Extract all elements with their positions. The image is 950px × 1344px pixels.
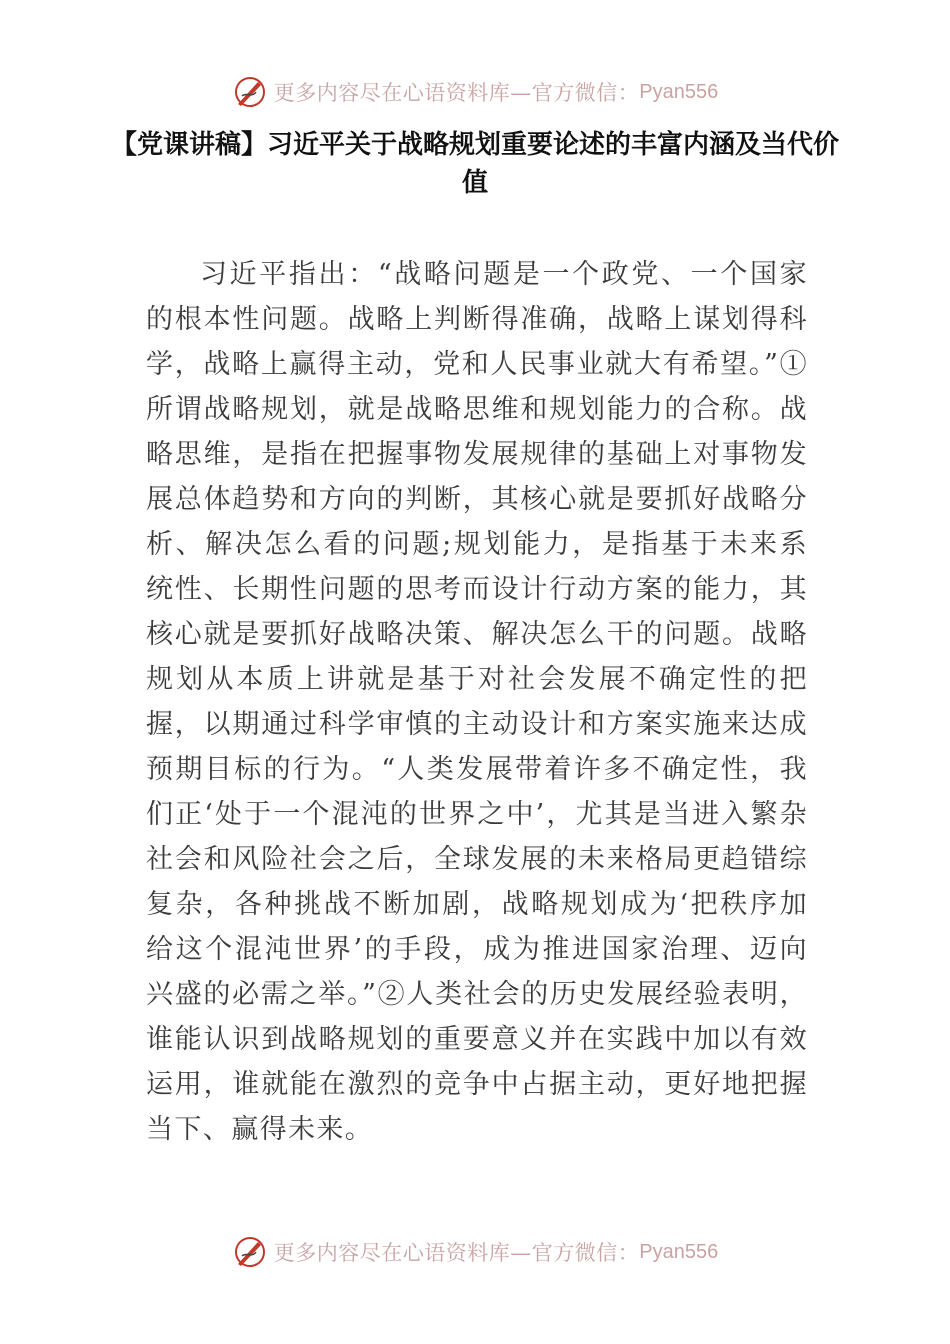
footer-banner-id: Pyan556 bbox=[639, 1240, 719, 1263]
document-title: 【党课讲稿】习近平关于战略规划重要论述的丰富内涵及当代价值 bbox=[110, 130, 839, 198]
body-paragraph: 习近平指出：“战略问题是一个政党、一个国家的根本性问题。战略上判断得准确，战略上谋划得科学，战略上赢得主动，党和人民事业就大有希望。”①所谓战略规划，就是战略思维和规划能力的合称。战略思维，是指在把握事物发展规律的基础上对事物发展总体趋势和方向的判断，其核心就是要抓好战略分析、解决怎么看的问题;规划能力，是指基于未来系统性、长期性问题的思考而设计行动方案的能力，其核心就是要抓好战略决策、解决怎么干的问题。战略规划从本质上讲就是基于对社会发展不确定性的把握，以期通过科学审慎的主动设计和方案实施来达成预期目标的行为。“人类发展带着许多不确定性，我们正‘处于一个混沌的世界之中’，尤其是当进入繁杂社会和风险社会之后，全球发展的未来格局更趋错综复杂，各种挑战不断加剧，战略规划成为‘把秩序加给这个混沌世界’的手段，成为推进国家治理、迈向兴盛的必需之举。”②人类社会的历史发展经验表明，谁能认识到战略规划的重要意义并在实践中加以有效运用，谁就能在激烈的竞争中占据主动，更好地把握当下、赢得未来。 bbox=[146, 259, 808, 1145]
pen-logo-icon bbox=[232, 1234, 268, 1270]
header-banner-id: Pyan556 bbox=[639, 80, 719, 103]
header-banner-text: 更多内容尽在心语资料库—官方微信： bbox=[273, 81, 640, 105]
footer-banner-text: 更多内容尽在心语资料库—官方微信： bbox=[273, 1241, 640, 1265]
header-banner bbox=[0, 72, 950, 112]
pen-logo-icon bbox=[232, 74, 268, 110]
footer-banner bbox=[0, 1232, 950, 1272]
